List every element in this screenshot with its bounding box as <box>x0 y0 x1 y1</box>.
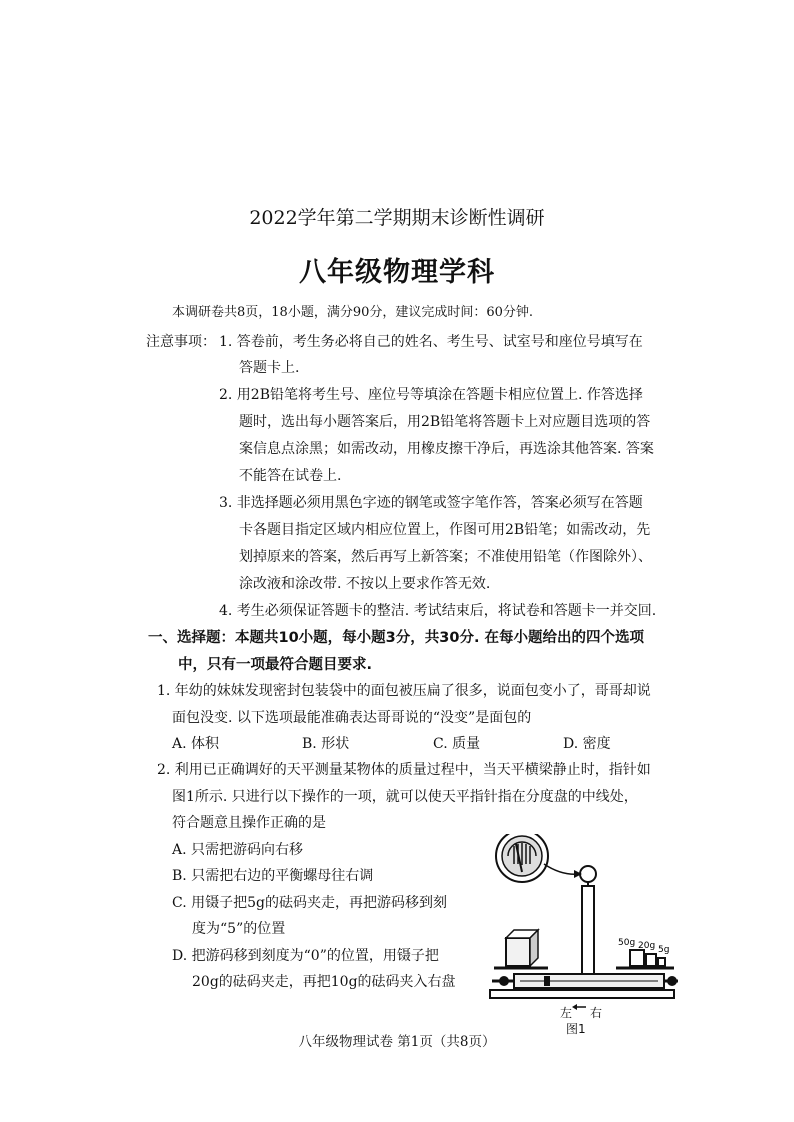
notice-2-line2: 题时，选出每小题答案后，用2B铅笔将答题卡上对应题目选项的答 <box>239 414 651 430</box>
q2-line2: 图1所示. 只进行以下操作的一项，就可以使天平指针指在分度盘的中线处， <box>172 789 638 805</box>
q2-option-c-cont: 度为“5”的位置 <box>192 921 286 937</box>
page-footer: 八年级物理试卷 第1页（共8页） <box>298 1034 496 1050</box>
notice-1-line1: 1. 答卷前，考生务必将自己的姓名、考生号、试室号和座位号填写在 <box>219 334 643 350</box>
section-1-header: 一、选择题：本题共10小题，每小题3分，共30分. 在每小题给出的四个选项 <box>148 630 644 646</box>
figure-left-label: 左 <box>560 1006 573 1020</box>
q2-line3: 符合题意且操作正确的是 <box>172 815 326 831</box>
q1-line2: 面包没变. 以下选项最能准确表达哥哥说的“没变”是面包的 <box>172 710 532 726</box>
weight-label-20g: 20g <box>638 941 656 951</box>
notice-3-line1: 3. 非选择题必须用黑色字迹的钢笔或签字笔作答，答案必须写在答题 <box>219 495 643 511</box>
dial-magnifier <box>496 834 548 882</box>
notice-1-line2: 答题卡上. <box>239 360 300 376</box>
q2-line1: 2. 利用已正确调好的天平测量某物体的质量过程中，当天平横梁静止时，指针如 <box>157 762 651 778</box>
notice-label: 注意事项： <box>146 334 216 350</box>
q1-option-a: A. 体积 <box>172 736 220 752</box>
q2-option-d: D. 把游码移到刻度为“0”的位置，用镊子把 <box>172 948 439 964</box>
weight-label-5g: 5g <box>658 945 670 955</box>
q2-option-b: B. 只需把右边的平衡螺母往右调 <box>172 868 374 884</box>
arrow-left-icon <box>572 1003 586 1011</box>
balance-figure <box>484 834 680 1004</box>
notice-4-line1: 4. 考生必须保证答题卡的整洁. 考试结束后，将试卷和答题卡一并交回. <box>219 603 657 619</box>
notice-3-line3: 划掉原来的答案，然后再写上新答案；不准使用铅笔（作图除外）、 <box>239 549 652 565</box>
notice-3-line4: 涂改液和涂改带. 不按以上要求作答无效. <box>239 576 491 592</box>
exam-summary: 本调研卷共8页，18小题，满分90分，建议完成时间：60分钟. <box>172 305 534 320</box>
q2-option-a: A. 只需把游码向右移 <box>172 842 304 858</box>
q1-option-c: C. 质量 <box>433 736 481 752</box>
figure-caption: 图1 <box>566 1022 586 1036</box>
q2-option-c: C. 用镊子把5g的砝码夹走，再把游码移到刻 <box>172 895 447 911</box>
notice-2-line1: 2. 用2B铅笔将考生号、座位号等填涂在答题卡相应位置上. 作答选择 <box>219 387 643 403</box>
q1-line1: 1. 年幼的妹妹发现密封包装袋中的面包被压扁了很多，说面包变小了，哥哥却说 <box>157 683 651 699</box>
object-block <box>506 930 538 966</box>
exam-title: 2022学年第二学期期末诊断性调研 <box>249 207 545 229</box>
q1-option-b: B. 形状 <box>302 736 350 752</box>
notice-2-line3: 案信息点涂黑；如需改动，用橡皮擦干净后，再选涂其他答案. 答案 <box>239 441 654 457</box>
section-1-header-cont: 中，只有一项最符合题目要求. <box>178 657 373 673</box>
balance-beam <box>492 974 678 988</box>
exam-subject: 八年级物理学科 <box>299 257 495 288</box>
notice-3-line2: 卡各题目指定区域内相应位置上，作图可用2B铅笔；如需改动，先 <box>239 522 651 538</box>
weight-label-50g: 50g <box>618 938 636 948</box>
figure-right-label: 右 <box>590 1006 603 1020</box>
q2-option-d-cont: 20g的砝码夹走，再把10g的砝码夹入右盘 <box>192 974 456 990</box>
q1-option-d: D. 密度 <box>563 736 611 752</box>
notice-2-line4: 不能答在试卷上. <box>239 468 342 484</box>
